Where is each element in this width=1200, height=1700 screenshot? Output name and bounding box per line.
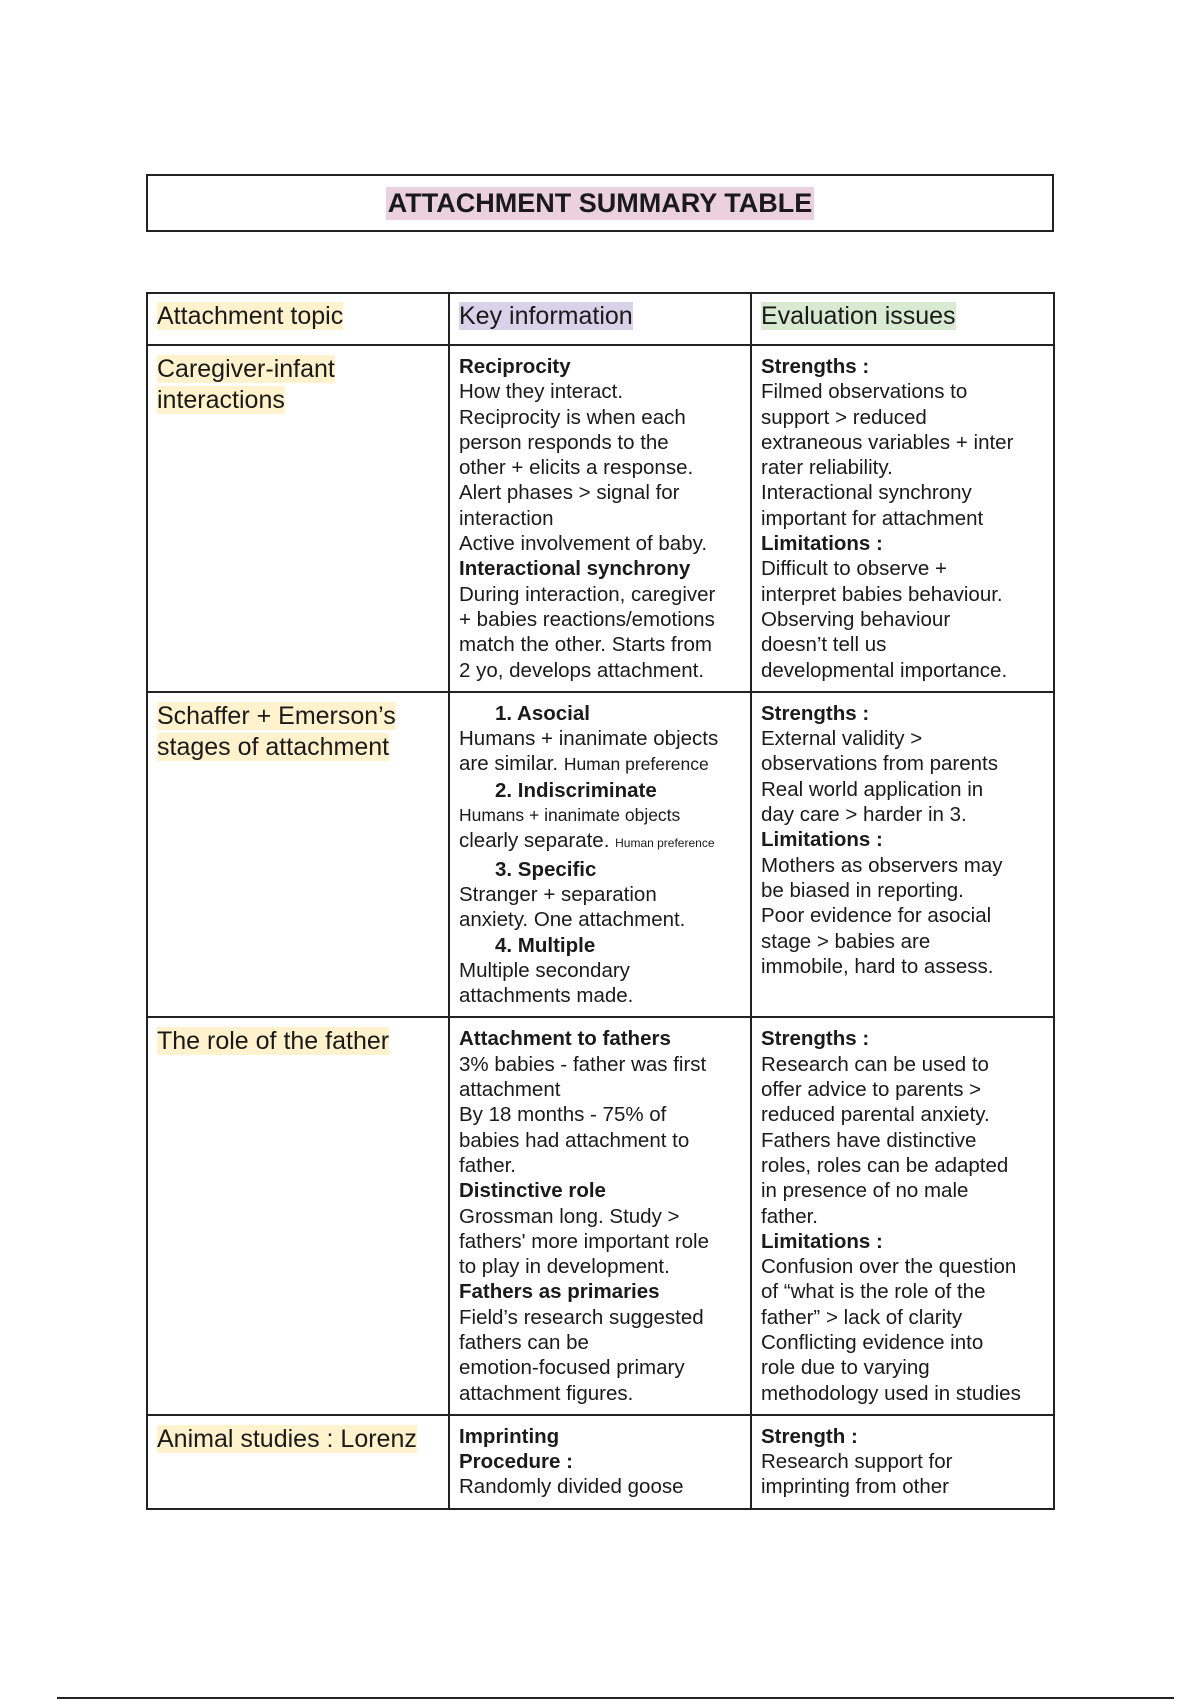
line-text: are similar. (459, 752, 564, 776)
line-text: support > reduced (761, 405, 927, 429)
line-text: Conflicting evidence into (761, 1330, 984, 1354)
header-key-information: Key information (449, 293, 751, 345)
line-text: of “what is the role of the (761, 1280, 986, 1304)
line-text: father” > lack of clarity (761, 1305, 963, 1329)
text-line (459, 1254, 742, 1279)
text-line (761, 726, 1045, 751)
line-text: + babies reactions/emotions (459, 607, 715, 631)
line-text: Reciprocity (459, 355, 571, 378)
line-text: Attachment to fathers (459, 1027, 671, 1051)
text-line (459, 1128, 742, 1153)
line-text: Grossman long. Study > (459, 1204, 680, 1228)
text-line (761, 1279, 1045, 1304)
line-text: Strengths : (761, 355, 870, 378)
line-text: Procedure : (459, 1450, 573, 1474)
text-line (459, 983, 742, 1008)
text-line (761, 1381, 1045, 1406)
line-text: Research can be used to (761, 1052, 989, 1076)
text-line (459, 379, 742, 404)
text-line (761, 632, 1045, 657)
line-text: Active involvement of baby. (459, 532, 708, 556)
table-row (147, 692, 1054, 1018)
evaluation-cell (751, 692, 1054, 1018)
topic-label: interactions (157, 386, 285, 414)
text-line (761, 903, 1045, 928)
key-information-cell (449, 692, 751, 1018)
table-row (147, 1017, 1054, 1414)
text-line (459, 658, 742, 683)
text-line (459, 1474, 742, 1499)
text-line (761, 455, 1045, 480)
text-line (459, 1305, 742, 1330)
line-text: By 18 months - 75% of (459, 1103, 667, 1127)
key-information-cell (449, 345, 751, 692)
line-text: observations from parents (761, 752, 999, 776)
line-text: Interactional synchrony (459, 557, 691, 581)
key-information-cell (449, 1017, 751, 1414)
text-line (459, 506, 742, 531)
text-line (459, 480, 742, 505)
topic-cell (147, 345, 449, 692)
text-line (761, 1077, 1045, 1102)
text-line (459, 1052, 742, 1077)
topic-cell (147, 1415, 449, 1509)
attachment-summary-table (146, 292, 1055, 1510)
line-text: interpret babies behaviour. (761, 582, 1003, 606)
text-line (761, 506, 1045, 531)
line-text: match the other. Starts from (459, 633, 712, 657)
topic-label: Animal studies : Lorenz (157, 1424, 417, 1453)
text-line (761, 878, 1045, 903)
line-text: father. (459, 1153, 516, 1177)
key-information-cell (449, 1415, 751, 1509)
topic-label: Schaffer + Emerson’s (157, 701, 396, 730)
subheading-line (761, 1229, 1045, 1254)
text-line (459, 455, 742, 480)
topic-cell (147, 692, 449, 1018)
text-line (459, 1229, 742, 1254)
text-line (459, 531, 742, 556)
text-line (761, 1204, 1045, 1229)
text-line (761, 929, 1045, 954)
text-line (459, 430, 742, 455)
line-text: attachments made. (459, 984, 634, 1008)
line-text: doesn’t tell us (761, 633, 887, 657)
line-small-text: Human preference (615, 836, 715, 851)
subheading-line (761, 1026, 1045, 1051)
text-line (761, 405, 1045, 430)
document-title: ATTACHMENT SUMMARY TABLE (387, 187, 813, 218)
title-box (146, 174, 1054, 232)
text-line (761, 1449, 1045, 1474)
line-text: attachment (459, 1078, 561, 1102)
line-text: Limitations : (761, 828, 883, 852)
line-text: Poor evidence for asocial (761, 904, 992, 928)
text-line (459, 803, 742, 828)
text-line (459, 1077, 742, 1102)
text-line (761, 802, 1045, 827)
line-text: father. (761, 1204, 818, 1228)
text-line (761, 1355, 1045, 1380)
text-line (761, 1153, 1045, 1178)
subheading-line (459, 1279, 742, 1304)
text-line (459, 607, 742, 632)
text-line (761, 379, 1045, 404)
line-text: Real world application in (761, 777, 984, 801)
text-line (459, 632, 742, 657)
line-text: clearly separate. (459, 829, 616, 853)
line-text: Strengths : (761, 1027, 870, 1051)
line-text: Multiple secondary (459, 958, 630, 982)
text-line (459, 1153, 742, 1178)
subheading-line (459, 556, 742, 581)
line-text: important for attachment (761, 506, 984, 530)
line-text: in presence of no male (761, 1179, 969, 1203)
line-text: anxiety. One attachment. (459, 908, 686, 932)
text-line (761, 1178, 1045, 1203)
line-text: to play in development. (459, 1255, 670, 1279)
text-line (459, 1355, 742, 1380)
line-text: Interactional synchrony (761, 481, 972, 505)
text-line (459, 907, 742, 932)
text-line (761, 1254, 1045, 1279)
subheading-line (459, 354, 742, 379)
text-line (459, 1102, 742, 1127)
line-text: role due to varying (761, 1356, 930, 1380)
line-text: other + elicits a response. (459, 456, 694, 480)
line-text: attachment figures. (459, 1381, 634, 1405)
line-text: offer advice to parents > (761, 1078, 982, 1102)
text-line (761, 751, 1045, 776)
subheading-line (761, 354, 1045, 379)
line-text: Strength : (761, 1424, 858, 1448)
evaluation-cell (751, 1415, 1054, 1509)
text-line (459, 1381, 742, 1406)
line-text: Imprinting (459, 1424, 560, 1448)
line-text: Limitations : (761, 1229, 883, 1253)
topic-label: stages of attachment (157, 732, 390, 761)
table-row (147, 1415, 1054, 1509)
line-text: Filmed observations to (761, 380, 968, 404)
text-line (761, 658, 1045, 683)
subheading-line (459, 778, 742, 803)
text-line (761, 480, 1045, 505)
line-text: Difficult to observe + (761, 557, 947, 581)
line-text: reduced parental anxiety. (761, 1103, 990, 1127)
text-line (459, 882, 742, 907)
line-text: Randomly divided goose (459, 1475, 684, 1499)
text-line (459, 828, 742, 856)
text-line (459, 1204, 742, 1229)
line-text: 1. Asocial (495, 701, 590, 725)
table-row (147, 345, 1054, 692)
line-text: babies had attachment to (459, 1128, 690, 1152)
line-text: developmental importance. (761, 658, 1008, 682)
line-text: extraneous variables + inter (761, 430, 1014, 454)
line-text: Stranger + separation (459, 882, 657, 906)
text-line (761, 556, 1045, 581)
line-text: 3% babies - father was first (459, 1052, 707, 1076)
line-text: Observing behaviour (761, 607, 951, 631)
line-text: imprinting from other (761, 1475, 949, 1499)
line-text: stage > babies are (761, 929, 931, 953)
line-text: person responds to the (459, 430, 669, 454)
line-text: Confusion over the question (761, 1255, 1017, 1279)
line-text: rater reliability. (761, 456, 893, 480)
text-line (761, 582, 1045, 607)
text-line (459, 751, 742, 777)
line-text: be biased in reporting. (761, 878, 964, 902)
evaluation-cell (751, 345, 1054, 692)
line-text: During interaction, caregiver (459, 582, 716, 606)
line-text: 2 yo, develops attachment. (459, 658, 705, 682)
line-text: Alert phases > signal for (459, 481, 680, 505)
header-evaluation-issues: Evaluation issues (751, 293, 1054, 345)
subheading-line (761, 701, 1045, 726)
text-line (761, 1305, 1045, 1330)
subheading-line (761, 827, 1045, 852)
text-line (459, 726, 742, 751)
line-text: Strengths : (761, 701, 870, 725)
text-line (761, 777, 1045, 802)
text-line (761, 607, 1045, 632)
header-topic: Attachment topic (147, 293, 449, 345)
line-text: Field’s research suggested (459, 1305, 704, 1329)
text-line (761, 1102, 1045, 1127)
text-line (761, 853, 1045, 878)
line-text: Humans + inanimate objects (459, 805, 681, 826)
line-text: Mothers as observers may (761, 853, 1003, 877)
subheading-line (459, 1449, 742, 1474)
topic-label: The role of the father (157, 1027, 390, 1056)
line-text: 4. Multiple (495, 933, 596, 957)
text-line (761, 954, 1045, 979)
line-text: Fathers as primaries (459, 1280, 660, 1304)
line-text: 2. Indiscriminate (495, 778, 657, 802)
text-line (459, 1330, 742, 1355)
subheading-line (761, 1424, 1045, 1449)
line-text: methodology used in studies (761, 1381, 1021, 1405)
line-text: Limitations : (761, 532, 883, 556)
subheading-line (459, 1178, 742, 1203)
table-header-row (147, 293, 1054, 345)
subheading-line (459, 933, 742, 958)
text-line (459, 405, 742, 430)
line-text: Research support for (761, 1450, 953, 1474)
line-text: emotion-focused primary (459, 1356, 685, 1380)
subheading-line (459, 701, 742, 726)
text-line (459, 958, 742, 983)
subheading-line (459, 1424, 742, 1449)
line-text: fathers' more important role (459, 1229, 710, 1253)
line-text: 3. Specific (495, 857, 597, 881)
text-line (761, 430, 1045, 455)
line-text: day care > harder in 3. (761, 803, 967, 827)
line-text: How they interact. (459, 380, 624, 404)
subheading-line (459, 1026, 742, 1051)
line-text: Humans + inanimate objects (459, 727, 719, 751)
line-small-text: Human preference (563, 754, 709, 775)
line-text: Fathers have distinctive (761, 1128, 977, 1152)
line-text: roles, roles can be adapted (761, 1153, 1009, 1177)
text-line (761, 1474, 1045, 1499)
line-text: Distinctive role (459, 1179, 606, 1203)
subheading-line (761, 531, 1045, 556)
page-bottom-rule (57, 1697, 1174, 1699)
text-line (761, 1052, 1045, 1077)
text-line (761, 1330, 1045, 1355)
evaluation-cell (751, 1017, 1054, 1414)
line-text: fathers can be (459, 1330, 589, 1354)
subheading-line (459, 857, 742, 882)
line-text: Reciprocity is when each (459, 405, 686, 429)
topic-label: Caregiver-infant (157, 355, 335, 383)
text-line (459, 582, 742, 607)
line-text: External validity > (761, 727, 923, 751)
topic-cell (147, 1017, 449, 1414)
line-text: immobile, hard to assess. (761, 954, 994, 978)
text-line (761, 1128, 1045, 1153)
line-text: interaction (459, 506, 554, 530)
